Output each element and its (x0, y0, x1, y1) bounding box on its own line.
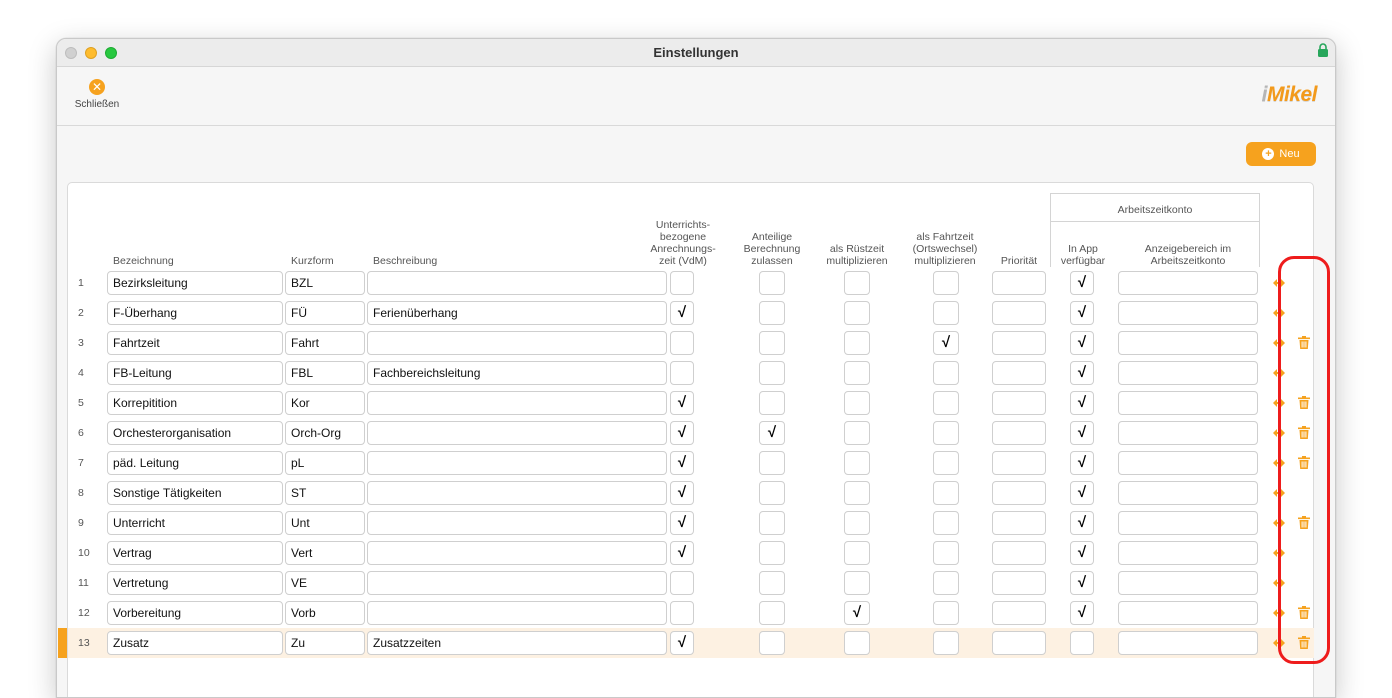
row-number: 3 (78, 337, 84, 349)
header-arbeitszeitkonto: Arbeitszeitkonto (1117, 204, 1193, 216)
row-number: 6 (78, 427, 84, 439)
lock-icon (1317, 43, 1329, 57)
window-title: Einstellungen (653, 45, 739, 60)
fahrtzeit-checkbox[interactable] (933, 391, 959, 415)
ruestzeit-checkbox[interactable] (844, 331, 870, 355)
imikel-logo: iMikel (1261, 83, 1317, 106)
row-number: 9 (78, 517, 84, 529)
bezeichnung-field[interactable]: Fahrtzeit (107, 331, 283, 355)
beschreibung-field[interactable]: Ferienüberhang (367, 301, 667, 325)
row-number: 11 (78, 577, 89, 589)
prioritaet-field[interactable] (992, 481, 1046, 505)
ruestzeit-checkbox[interactable] (844, 481, 870, 505)
prioritaet-field[interactable] (992, 511, 1046, 535)
bezeichnung-field[interactable]: F-Überhang (107, 301, 283, 325)
vdm-checkbox[interactable] (670, 601, 694, 625)
vdm-checkbox[interactable] (670, 331, 694, 355)
beschreibung-field[interactable]: Fachbereichsleitung (367, 361, 667, 385)
beschreibung-field[interactable] (367, 271, 667, 295)
fahrtzeit-checkbox[interactable] (933, 301, 959, 325)
prioritaet-field[interactable] (992, 631, 1046, 655)
fahrtzeit-checkbox[interactable] (933, 271, 959, 295)
ruestzeit-checkbox[interactable] (844, 301, 870, 325)
table-row[interactable] (68, 268, 1314, 298)
kurzform-field[interactable]: pL (285, 451, 365, 475)
bezeichnung-field[interactable]: Vorbereitung (107, 601, 283, 625)
anzeigebereich-field[interactable] (1118, 571, 1258, 595)
fahrtzeit-checkbox[interactable] (933, 481, 959, 505)
anzeigebereich-field[interactable] (1118, 391, 1258, 415)
fahrtzeit-checkbox[interactable] (933, 511, 959, 535)
kurzform-field[interactable]: Kor (285, 391, 365, 415)
vdm-checkbox[interactable]: √ (670, 451, 694, 475)
kurzform-field[interactable]: Orch-Org (285, 421, 365, 445)
vdm-checkbox[interactable]: √ (670, 301, 694, 325)
kurzform-field[interactable]: FBL (285, 361, 365, 385)
bezeichnung-field[interactable]: Vertrag (107, 541, 283, 565)
anteilig-checkbox[interactable] (759, 571, 785, 595)
kurzform-field[interactable]: Unt (285, 511, 365, 535)
anzeigebereich-field[interactable] (1118, 451, 1258, 475)
vdm-checkbox[interactable]: √ (670, 631, 694, 655)
beschreibung-field[interactable] (367, 571, 667, 595)
anzeigebereich-field[interactable] (1118, 301, 1258, 325)
ruestzeit-checkbox[interactable] (844, 421, 870, 445)
anteilig-checkbox[interactable] (759, 541, 785, 565)
prioritaet-field[interactable] (992, 601, 1046, 625)
anteilig-checkbox[interactable] (759, 391, 785, 415)
vdm-checkbox[interactable]: √ (670, 511, 694, 535)
ruestzeit-checkbox[interactable] (844, 571, 870, 595)
kurzform-field[interactable]: Fahrt (285, 331, 365, 355)
in-app-checkbox[interactable]: √ (1070, 271, 1094, 295)
row-number: 1 (78, 277, 84, 289)
anteilig-checkbox[interactable]: √ (759, 421, 785, 445)
header-in-app: In App verfügbar (1060, 243, 1106, 267)
settings-window (56, 38, 1336, 698)
bezeichnung-field[interactable]: Vertretung (107, 571, 283, 595)
header-vdm: Unterrichts- bezogene Anrechnungs- zeit (VdM) (650, 219, 716, 267)
kurzform-field[interactable]: FÜ (285, 301, 365, 325)
vdm-checkbox[interactable] (670, 361, 694, 385)
vdm-checkbox[interactable] (670, 571, 694, 595)
fahrtzeit-checkbox[interactable] (933, 361, 959, 385)
anzeigebereich-field[interactable] (1118, 271, 1258, 295)
prioritaet-field[interactable] (992, 571, 1046, 595)
beschreibung-field[interactable] (367, 331, 667, 355)
anteilig-checkbox[interactable] (759, 301, 785, 325)
prioritaet-field[interactable] (992, 541, 1046, 565)
header-beschreibung: Beschreibung (373, 255, 438, 267)
table-row[interactable] (68, 478, 1314, 508)
vdm-checkbox[interactable]: √ (670, 481, 694, 505)
table-row[interactable] (68, 538, 1314, 568)
prioritaet-field[interactable] (992, 391, 1046, 415)
in-app-checkbox[interactable]: √ (1070, 361, 1094, 385)
ruestzeit-checkbox[interactable]: √ (844, 601, 870, 625)
in-app-checkbox[interactable]: √ (1070, 301, 1094, 325)
beschreibung-field[interactable] (367, 481, 667, 505)
in-app-checkbox[interactable]: √ (1070, 421, 1094, 445)
table-row[interactable] (68, 628, 1314, 658)
anzeigebereich-field[interactable] (1118, 421, 1258, 445)
row-number: 10 (78, 547, 90, 559)
vdm-checkbox[interactable]: √ (670, 541, 694, 565)
beschreibung-field[interactable] (367, 601, 667, 625)
prioritaet-field[interactable] (992, 451, 1046, 475)
bezeichnung-field[interactable]: Korrepitition (107, 391, 283, 415)
fahrtzeit-checkbox[interactable] (933, 421, 959, 445)
title-bar (57, 39, 1335, 67)
table-row[interactable] (68, 328, 1314, 358)
close-icon: ✕ (89, 79, 105, 95)
anzeigebereich-field[interactable] (1118, 511, 1258, 535)
ruestzeit-checkbox[interactable] (844, 361, 870, 385)
header-anteilig: Anteilige Berechnung zulassen (743, 231, 801, 267)
bezeichnung-field[interactable]: Zusatz (107, 631, 283, 655)
table-row[interactable] (68, 418, 1314, 448)
in-app-checkbox[interactable] (1070, 631, 1094, 655)
ruestzeit-checkbox[interactable] (844, 271, 870, 295)
beschreibung-field[interactable] (367, 421, 667, 445)
anteilig-checkbox[interactable] (759, 331, 785, 355)
fahrtzeit-checkbox[interactable] (933, 451, 959, 475)
in-app-checkbox[interactable]: √ (1070, 511, 1094, 535)
new-button[interactable] (1246, 142, 1316, 166)
vdm-checkbox[interactable]: √ (670, 391, 694, 415)
table-row[interactable] (68, 508, 1314, 538)
kurzform-field[interactable]: Zu (285, 631, 365, 655)
in-app-checkbox[interactable]: √ (1070, 541, 1094, 565)
header-bezeichnung: Bezeichnung (113, 255, 174, 267)
fahrtzeit-checkbox[interactable] (933, 571, 959, 595)
fahrtzeit-checkbox[interactable] (933, 631, 959, 655)
prioritaet-field[interactable] (992, 361, 1046, 385)
table-row[interactable] (68, 388, 1314, 418)
kurzform-field[interactable]: ST (285, 481, 365, 505)
beschreibung-field[interactable] (367, 541, 667, 565)
anzeigebereich-field[interactable] (1118, 331, 1258, 355)
bezeichnung-field[interactable]: FB-Leitung (107, 361, 283, 385)
row-number: 2 (78, 307, 84, 319)
anzeigebereich-field[interactable] (1118, 361, 1258, 385)
close-settings-button[interactable] (71, 79, 123, 119)
kurzform-field[interactable]: VE (285, 571, 365, 595)
fahrtzeit-checkbox[interactable] (933, 541, 959, 565)
ruestzeit-checkbox[interactable] (844, 541, 870, 565)
beschreibung-field[interactable]: Zusatzzeiten (367, 631, 667, 655)
vdm-checkbox[interactable]: √ (670, 421, 694, 445)
row-number: 8 (78, 487, 84, 499)
table-row[interactable] (68, 358, 1314, 388)
anteilig-checkbox[interactable] (759, 451, 785, 475)
anzeigebereich-field[interactable] (1118, 541, 1258, 565)
ruestzeit-checkbox[interactable] (844, 511, 870, 535)
table-row[interactable] (68, 598, 1314, 628)
bezeichnung-field[interactable]: Orchesterorganisation (107, 421, 283, 445)
anteilig-checkbox[interactable] (759, 631, 785, 655)
ruestzeit-checkbox[interactable] (844, 451, 870, 475)
kurzform-field[interactable]: BZL (285, 271, 365, 295)
row-number: 12 (78, 607, 90, 619)
prioritaet-field[interactable] (992, 331, 1046, 355)
row-number: 4 (78, 367, 84, 379)
in-app-checkbox[interactable]: √ (1070, 391, 1094, 415)
ruestzeit-checkbox[interactable] (844, 391, 870, 415)
activity-table (67, 182, 1314, 698)
beschreibung-field[interactable] (367, 451, 667, 475)
prioritaet-field[interactable] (992, 271, 1046, 295)
anteilig-checkbox[interactable] (759, 601, 785, 625)
row-number: 13 (78, 637, 90, 649)
kurzform-field[interactable]: Vert (285, 541, 365, 565)
table-row[interactable] (68, 568, 1314, 598)
kurzform-field[interactable]: Vorb (285, 601, 365, 625)
header-kurzform: Kurzform (291, 255, 334, 267)
new-label: Neu (1279, 148, 1300, 160)
anzeigebereich-field[interactable] (1118, 601, 1258, 625)
table-row[interactable] (68, 298, 1314, 328)
close-label: Schließen (74, 99, 120, 110)
anzeigebereich-field[interactable] (1118, 481, 1258, 505)
anteilig-checkbox[interactable] (759, 361, 785, 385)
row-number: 7 (78, 457, 84, 469)
toolbar (57, 67, 1335, 126)
bezeichnung-field[interactable]: päd. Leitung (107, 451, 283, 475)
anteilig-checkbox[interactable] (759, 271, 785, 295)
fahrtzeit-checkbox[interactable]: √ (933, 331, 959, 355)
in-app-checkbox[interactable]: √ (1070, 481, 1094, 505)
prioritaet-field[interactable] (992, 301, 1046, 325)
beschreibung-field[interactable] (367, 511, 667, 535)
header-anzeigebereich: Anzeigebereich im Arbeitszeitkonto (1144, 243, 1232, 267)
bezeichnung-field[interactable]: Unterricht (107, 511, 283, 535)
in-app-checkbox[interactable]: √ (1070, 451, 1094, 475)
vdm-checkbox[interactable] (670, 271, 694, 295)
prioritaet-field[interactable] (992, 421, 1046, 445)
anteilig-checkbox[interactable] (759, 511, 785, 535)
settings-content (57, 127, 1335, 698)
header-prioritaet: Priorität (1000, 255, 1038, 267)
anteilig-checkbox[interactable] (759, 481, 785, 505)
table-row[interactable] (68, 448, 1314, 478)
plus-icon: + (1262, 148, 1274, 160)
selection-indicator (58, 628, 67, 658)
ruestzeit-checkbox[interactable] (844, 631, 870, 655)
header-ruestzeit: als Rüstzeit multiplizieren (826, 243, 888, 267)
bezeichnung-field[interactable]: Bezirksleitung (107, 271, 283, 295)
beschreibung-field[interactable] (367, 391, 667, 415)
fahrtzeit-checkbox[interactable] (933, 601, 959, 625)
anzeigebereich-field[interactable] (1118, 631, 1258, 655)
in-app-checkbox[interactable]: √ (1070, 571, 1094, 595)
action-column-highlight (1278, 256, 1330, 664)
in-app-checkbox[interactable]: √ (1070, 601, 1094, 625)
in-app-checkbox[interactable]: √ (1070, 331, 1094, 355)
bezeichnung-field[interactable]: Sonstige Tätigkeiten (107, 481, 283, 505)
row-number: 5 (78, 397, 84, 409)
header-fahrtzeit: als Fahrtzeit (Ortswechsel) multiplizieren (912, 231, 978, 267)
